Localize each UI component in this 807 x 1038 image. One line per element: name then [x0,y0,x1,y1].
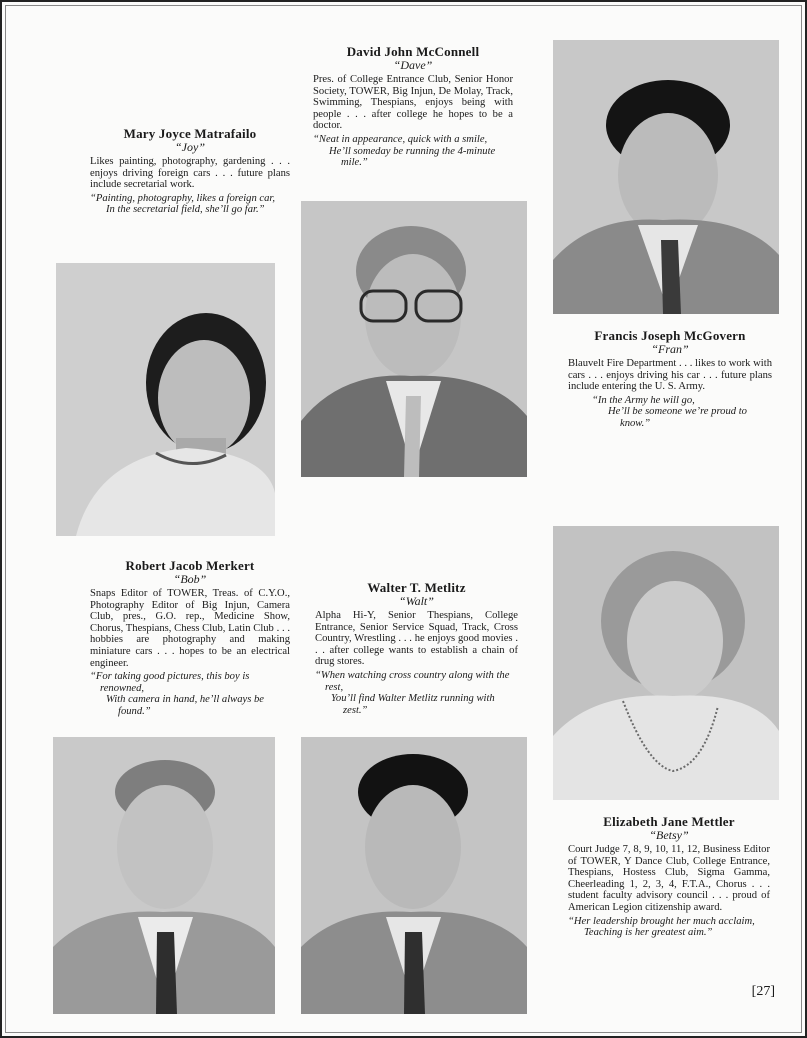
page-number: [27] [751,984,775,999]
quote-line: “In the Army he will go, [592,394,695,406]
bio-david-mcconnell [313,44,513,169]
student-activities: Likes painting, photography, gardening . . . enjoys driving foreign cars . . . future plans include secretarial work. [90,156,290,191]
photo-walter-metlitz [301,737,527,1014]
student-name: Robert Jacob Merkert [125,558,255,573]
photo-robert-merkert [53,737,275,1014]
student-nickname: “Betsy” [649,828,689,842]
quote-line: With camera in hand, he’ll always be found.” [106,694,265,717]
student-nickname: “Fran” [651,342,689,356]
student-quote [568,916,770,939]
student-quote [313,134,513,169]
student-quote [568,395,772,430]
student-name: Walter T. Metlitz [367,580,466,595]
quote-line: He’ll someday be running the 4-minute mile.” [329,145,496,169]
student-activities: Pres. of College Entrance Club, Senior Honor Society, TOWER, Big Injun, De Molay, Track, Swimming, Thespians, enjoys being with people . . . after college he hopes to be a doctor. [313,74,513,132]
quote-line: In the secretarial field, she’ll go far.” [106,204,265,216]
student-activities: Blauvelt Fire Department . . . likes to work with cars . . . enjoys driving his car . . . future plans include entering the U. S. Army. [568,358,772,393]
student-activities: Snaps Editor of TOWER, Treas. of C.Y.O., Photography Editor of Big Injun, Camera Club, pres., G.O. rep., Medicine Show, Chorus, Thespians, Chess Club, Latin Club . . . hobbies are photography and making miniature cars . . . hopes to be an electrical engineer. [90,588,290,669]
bio-mary-matrafailo [90,126,290,216]
student-name: Francis Joseph McGovern [594,328,746,343]
photo-francis-mcgovern [553,40,779,314]
quote-line: “Neat in appearance, quick with a smile, [313,133,488,145]
photo-elizabeth-mettler [553,526,779,800]
student-nickname: “Dave” [393,58,433,72]
student-nickname: “Joy” [175,140,205,154]
bio-elizabeth-mettler [568,814,770,939]
quote-line: “Painting, photography, likes a foreign car, [90,192,275,204]
quote-line: “When watching cross country along with the rest, [315,669,510,693]
quote-line: “For taking good pictures, this boy is renowned, [90,671,250,694]
student-quote [90,671,290,717]
photo-david-mcconnell [301,201,527,477]
student-name: David John McConnell [346,44,480,59]
bio-robert-merkert [90,558,290,718]
student-quote [90,193,290,216]
bio-francis-mcgovern [568,328,772,430]
student-nickname: “Bob” [173,572,207,586]
student-activities: Alpha Hi-Y, Senior Thespians, College Entrance, Senior Service Squad, Track, Cross Country, Wrestling . . . he enjoys good movies . . . after college wants to establish a chain of drug stores. [315,610,518,668]
student-name: Elizabeth Jane Mettler [603,814,735,829]
student-activities: Court Judge 7, 8, 9, 10, 11, 12, Business Editor of TOWER, Y Dance Club, College Entrance, Thespians, Hostess Club, Sigma Gamma, Cheerleading 1, 2, 3, 4, F.T.A., Chorus . . . student faculty advisory council . . . proud of American Legion citizenship award. [568,844,770,913]
student-name: Mary Joyce Matrafailo [123,126,257,141]
quote-line: He’ll be someone we’re proud to know.” [608,406,747,429]
quote-line: You’ll find Walter Metlitz running with zest.” [331,693,495,716]
photo-mary-matrafailo [56,263,275,536]
bio-walter-metlitz [315,580,518,716]
quote-line: “Her leadership brought her much acclaim, [568,915,755,927]
student-nickname: “Walt” [399,594,434,608]
student-quote [315,670,518,716]
quote-line: Teaching is her greatest aim.” [584,927,713,939]
